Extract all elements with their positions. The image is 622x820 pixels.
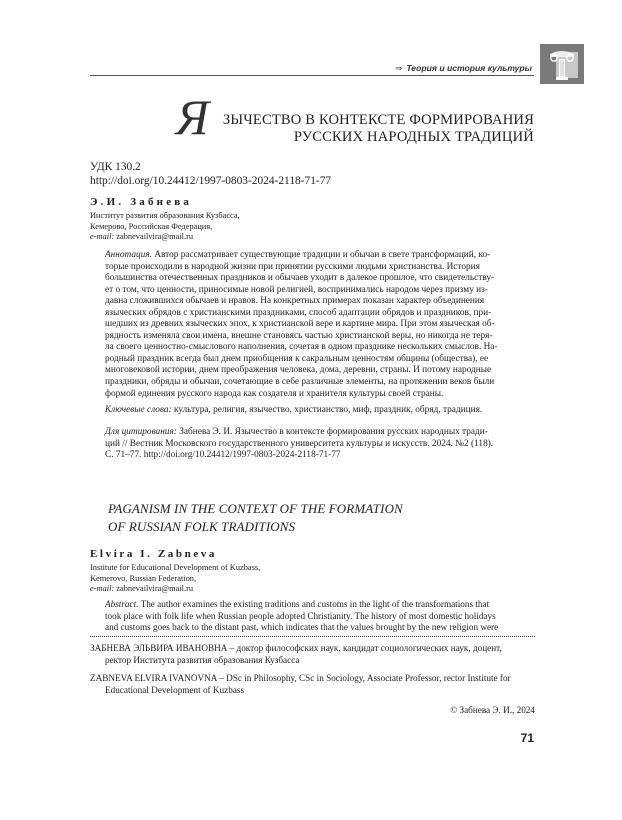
doi-link[interactable]: http://doi.org/10.24412/1997-0803-2024-2118-71-77 [90, 175, 332, 187]
citation-label: Для цитирования: [105, 427, 177, 437]
title-en-line2: OF RUSSIAN FOLK TRADITIONS [108, 519, 296, 534]
abstract-ru-line: ла своего ценностно-смыслового наполнения, сочетая в одном празднике нескольких смыслов. На- [105, 342, 498, 353]
page-number: 71 [520, 731, 534, 745]
email-ru-address[interactable]: zabnevailvira@mail.ru [116, 232, 194, 241]
abstract-ru-line: давна сложившихся обычаев и нравов. На конкретных примерах показан характер объединения [105, 296, 485, 307]
email-label: e-mail: [90, 232, 115, 241]
abstract-ru-line: многовековой истории, днем преображения человека, дома, деревни, страны. И потому народные [105, 365, 492, 376]
bio-ru-line2: ректор Института развития образования Кузбасса [105, 654, 300, 665]
affiliation-en-line2: Kemerovo, Russian Federation, [90, 573, 197, 583]
title-ru-line2: РУССКИХ НАРОДНЫХ ТРАДИЦИЙ [293, 129, 534, 145]
abstract-ru-line: ет о том, что ценности, приносимые новой религией, воспринимались народом через призму из- [105, 284, 488, 295]
bio-en-line1: ZABNEVA ELVIRA IVANOVNA – DSc in Philosophy, CSc in Sociology, Associate Professor, rector Institute for [90, 673, 511, 683]
running-header [300, 63, 532, 74]
abstract-en-line: took place with folk life when Russian people adopted Christianity. The history of most domestic holidays [105, 610, 496, 621]
author-name-en: Elvira I. Zabneva [90, 548, 218, 560]
affiliation-en-line1: Institute for Educational Development of Kuzbass, [90, 563, 261, 572]
abstract-ru-line: языческих обрядов с христианскими праздниками, способ адаптации обрядов и праздников, при- [105, 307, 492, 318]
bio-en-line2: Educational Development of Kuzbass [105, 684, 245, 695]
abstract-label: Аннотация. [105, 250, 152, 260]
abstract-ru-line: Аннотация. Автор рассматривает существующие традиции и обычаи в свете трансформаций, ко- [105, 250, 491, 260]
abstract-en-label: Abstract. [105, 599, 139, 609]
bio-ru [90, 643, 535, 666]
email-ru [90, 232, 193, 243]
abstract-ru-line: шедших из древних языческих эпох, к христианской вере и картине мира. При этом языческая об- [105, 319, 495, 330]
keywords-ru [105, 405, 533, 417]
header-rule [90, 75, 534, 76]
abstract-ru-line: праздники, обряды и обычаи, сочетающие в себе различные элементы, на протяжении веков были [105, 377, 495, 388]
email-label: e-mail: [90, 584, 115, 593]
title-initial: Я [176, 89, 209, 145]
citation-line: Для цитирования: Забнева Э. И. Язычество в контексте формирования русских народных тради- [105, 427, 488, 437]
footnote-divider [90, 636, 535, 637]
citation-line: С. 71–77. http://doi.org/10.24412/1997-0803-2024-2118-71-77 [105, 450, 341, 461]
copyright: © Забнева Э. И., 2024 [450, 705, 535, 715]
title-en-line1: PAGANISM IN THE CONTEXT OF THE FORMATION [108, 501, 403, 516]
title-ru-line1: ЗЫЧЕСТВО В КОНТЕКСТЕ ФОРМИРОВАНИЯ [222, 112, 534, 128]
email-en-address[interactable]: zabnevailvira@mail.ru [116, 584, 194, 593]
abstract-ru [105, 250, 533, 400]
udk: УДК 130.2 [90, 161, 141, 173]
abstract-ru-line: большинства отечественных праздников и обычаев уходит в далекое прошлое, что свидетельству- [105, 273, 495, 284]
abstract-en-line: Abstract. The author examines the existing traditions and customs in the light of the transformations that [105, 599, 490, 609]
abstract-en-line: and customs goes back to the distant past, which indicates that the values brought by the new religion were [105, 622, 499, 633]
arrow-icon: ⇒ [395, 63, 403, 73]
citation-line: ций // Вестник Московского государственного университета культуры и искусств. 2024. №2 (118). [105, 438, 494, 449]
keywords-text: культура, религия, язычество, христианство, миф, праздник, обряд, традиция. [174, 405, 483, 415]
abstract-ru-line: родный праздник всегда был днем приобщения к сакральным ценностям общины (общества), ее [105, 353, 489, 364]
section-name: Теория и история культуры [406, 63, 532, 73]
column-logo-icon [540, 44, 584, 84]
abstract-ru-line: рядность изменяла свои имена, внешне становясь частью христианской веры, но никогда не теря- [105, 330, 493, 341]
affiliation-ru-line1: Институт развития образования Кузбасса, [90, 211, 240, 220]
bio-en [90, 673, 535, 696]
keywords-label: Ключевые слова: [105, 405, 172, 415]
abstract-ru-line: торые происходили в народной жизни при принятии русскими людьми христианства. История [105, 261, 480, 272]
author-name-ru: Э.И. Забнева [90, 196, 193, 208]
abstract-ru-line: формой единения русского народа как создателя и хранителя культуры своей страны. [105, 388, 444, 399]
citation-ru [105, 427, 533, 462]
bio-ru-line1: ЗАБНЕВА ЭЛЬВИРА ИВАНОВНА – доктор философских наук, кандидат социологических наук, доцент, [90, 643, 502, 653]
email-en [90, 584, 193, 595]
abstract-en [105, 599, 535, 634]
affiliation-ru-line2: Кемерово, Российская Федерация, [90, 221, 213, 231]
